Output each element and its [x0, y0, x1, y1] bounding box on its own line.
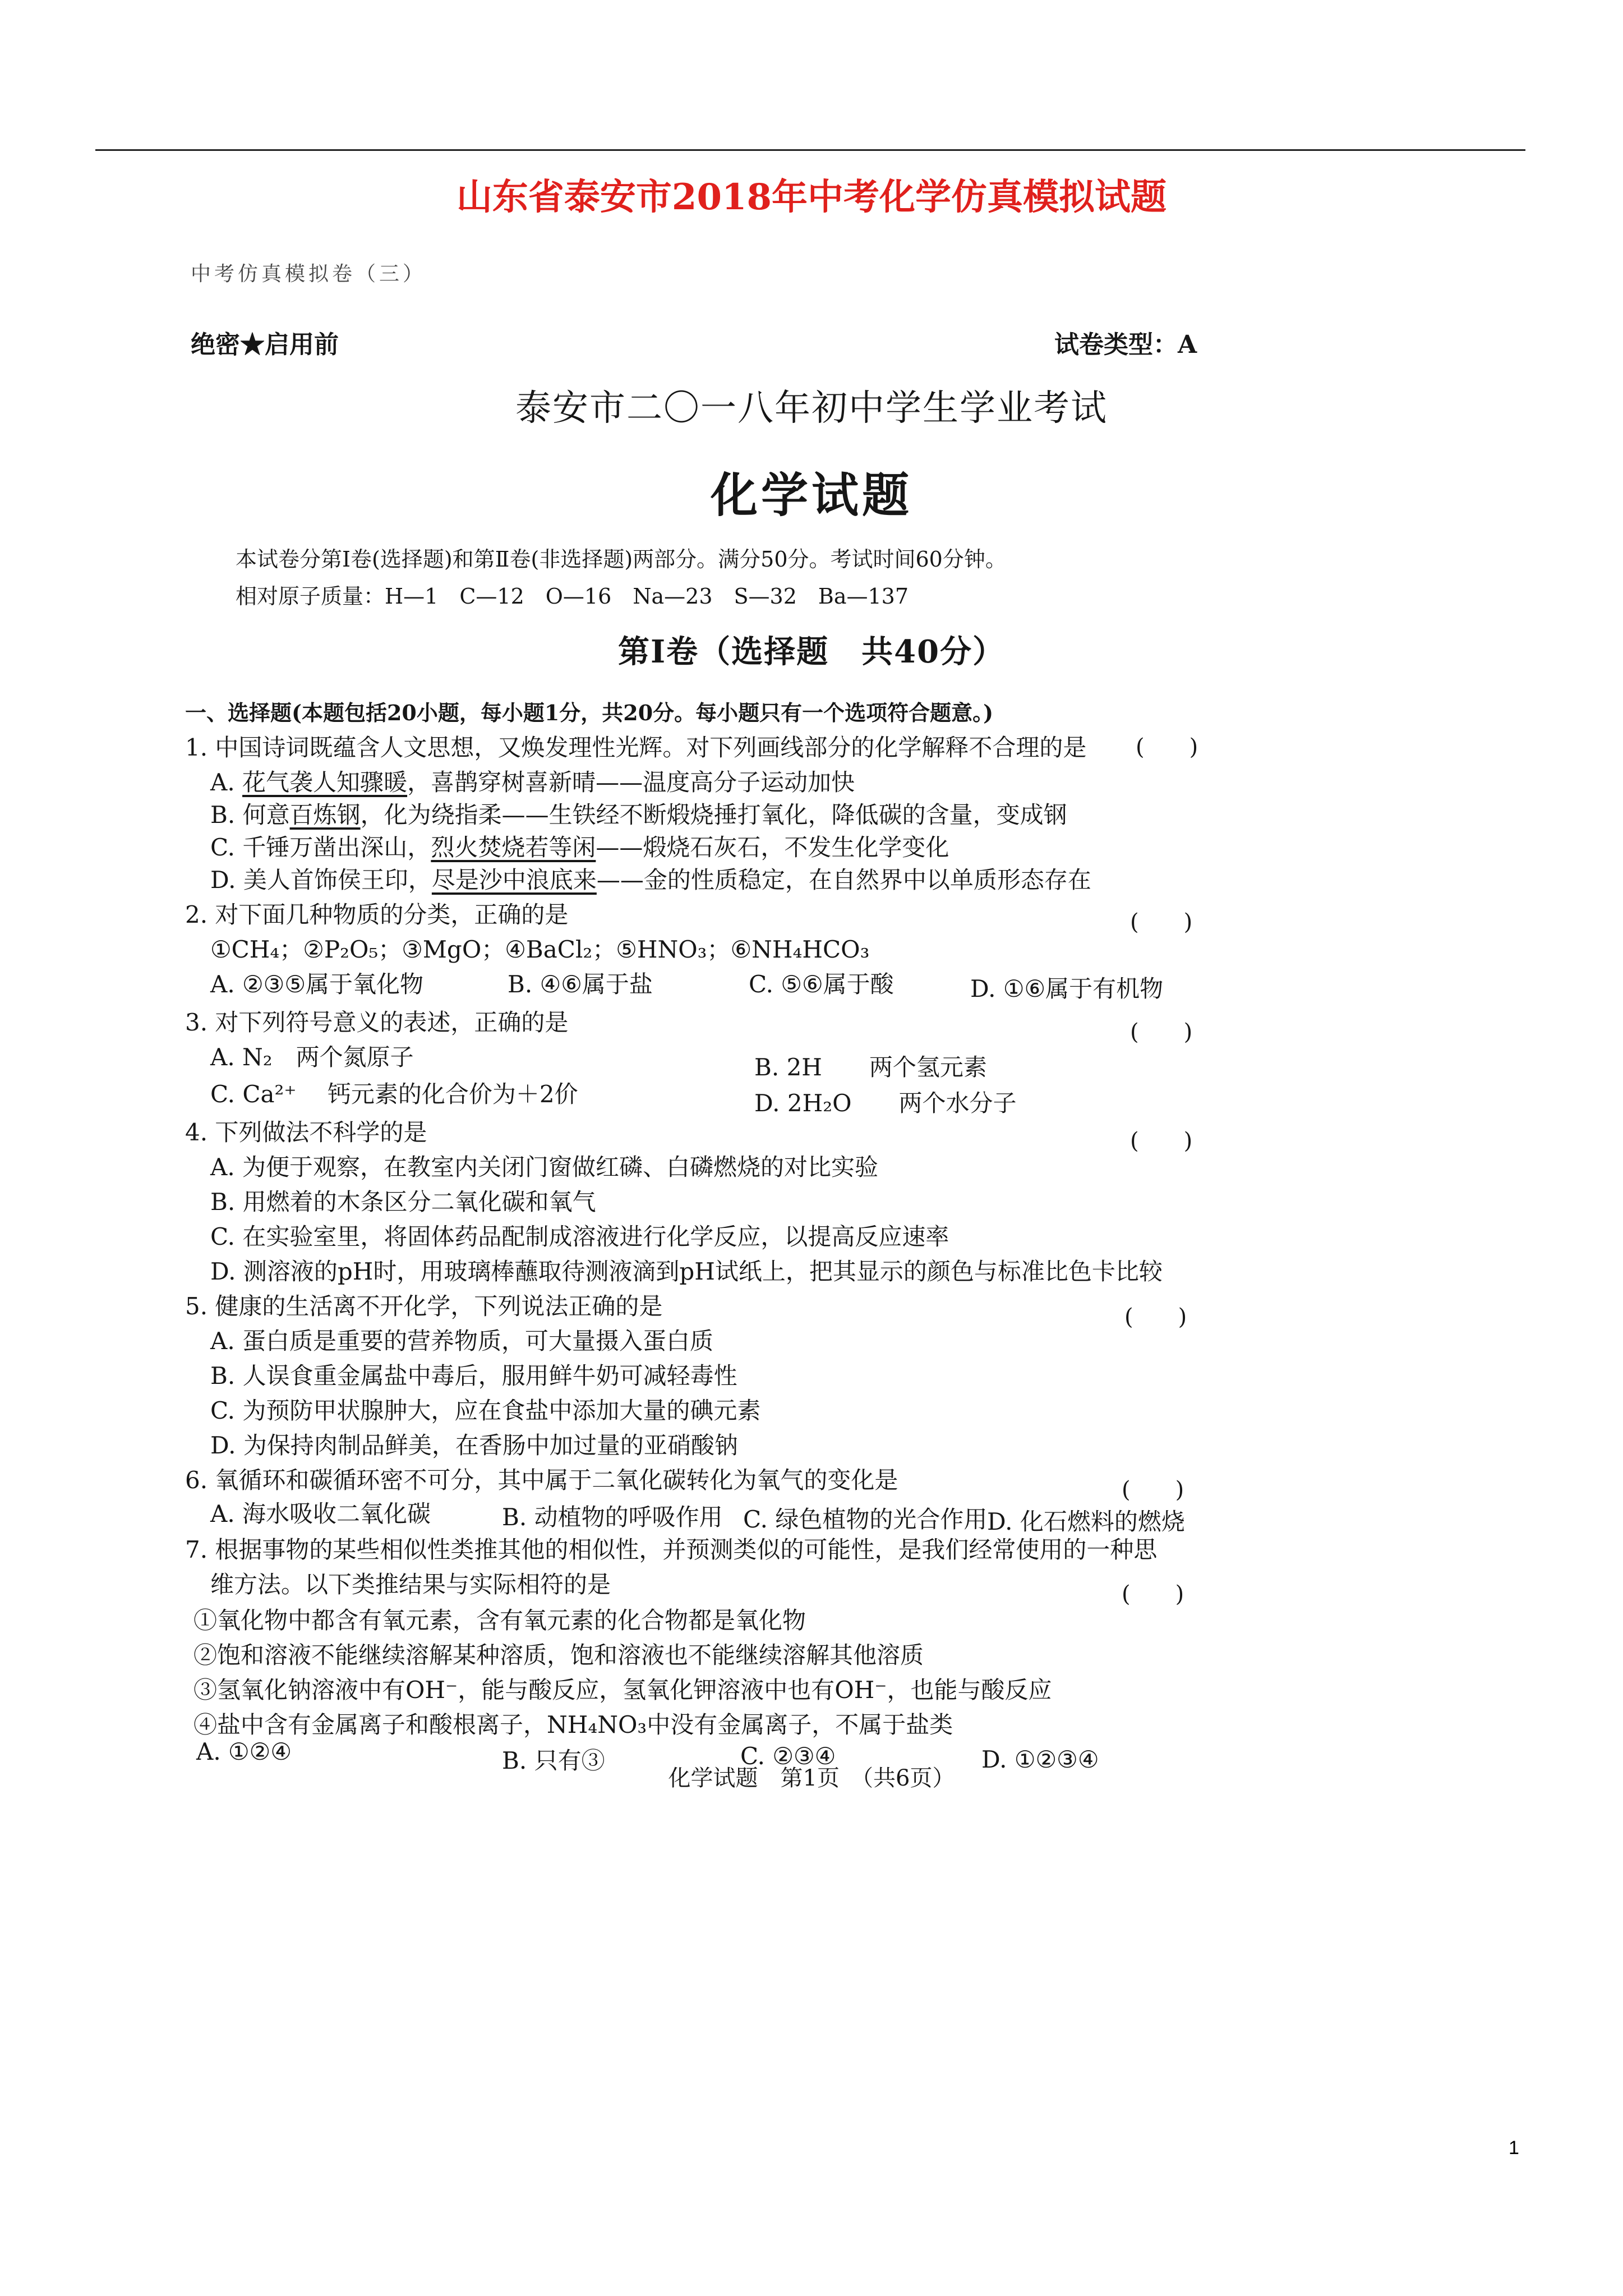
series-label: 中考仿真模拟卷（三）: [191, 263, 427, 286]
question-7-statement-2: ②饱和溶液不能继续溶解某种溶质，饱和溶液也不能继续溶解其他溶质: [193, 1641, 924, 1669]
answer-bracket: ( ): [1130, 909, 1193, 935]
question-1-option-b: B. 何意百炼钢，化为绕指柔——生铁经不断煅烧捶打氧化，降低碳的含量，变成钢: [210, 801, 1067, 829]
question-4-option-d: D. 测溶液的pH时，用玻璃棒蘸取待测液滴到pH试纸上，把其显示的颜色与标准比色卡比较: [210, 1258, 1163, 1285]
question-4-stem: 4. 下列做法不科学的是: [185, 1119, 427, 1146]
question-2-option-d: D. ①⑥属于有机物: [970, 975, 1164, 1002]
question-4-option-c: C. 在实验室里，将固体药品配制成溶液进行化学反应，以提高反应速率: [210, 1223, 949, 1250]
question-2-option-b: B. ④⑥属于盐: [508, 970, 653, 998]
document-title: 山东省泰安市2018年中考化学仿真模拟试题: [456, 176, 1167, 218]
question-5-option-a: A. 蛋白质是重要的营养物质，可大量摄入蛋白质: [210, 1327, 714, 1355]
question-3-option-a: A. N₂ 两个氮原子: [210, 1043, 414, 1071]
question-3-option-d: D. 2H₂O 两个水分子: [754, 1089, 1017, 1117]
header-rule: [95, 149, 1525, 151]
page-number: 1: [1509, 2137, 1519, 2159]
question-3-stem: 3. 对下列符号意义的表述，正确的是: [185, 1009, 569, 1036]
question-7-option-a: A. ①②④: [196, 1738, 292, 1765]
question-7-statement-4: ④盐中含有金属离子和酸根离子，NH₄NO₃中没有金属离子，不属于盐类: [193, 1711, 953, 1738]
question-1-option-c: C. 千锤万凿出深山，烈火焚烧若等闲——煅烧石灰石，不发生化学变化: [210, 834, 949, 861]
answer-bracket: ( ): [1130, 1128, 1193, 1154]
intro-line: 本试卷分第Ⅰ卷(选择题)和第Ⅱ卷(非选择题)两部分。满分50分。考试时间60分钟。: [236, 547, 1007, 572]
question-5-stem: 5. 健康的生活离不开化学，下列说法正确的是: [185, 1292, 663, 1320]
question-6-option-c: C. 绿色植物的光合作用: [743, 1506, 988, 1533]
answer-bracket: ( ): [1130, 1019, 1193, 1045]
question-1-option-a: A. 花气袭人知骤暖，喜鹊穿树喜新晴——温度高分子运动加快: [210, 769, 855, 796]
question-2-items: ①CH₄；②P₂O₅；③MgO；④BaCl₂；⑤HNO₃；⑥NH₄HCO₃: [210, 936, 870, 963]
exam-name: 泰安市二〇一八年初中学生学业考试: [515, 388, 1108, 429]
question-4-option-a: A. 为便于观察，在教室内关闭门窗做红磷、白磷燃烧的对比实验: [210, 1153, 879, 1181]
question-6-stem: 6. 氧循环和碳循环密不可分，其中属于二氧化碳转化为氧气的变化是: [185, 1466, 898, 1494]
paper-type: 试卷类型：A: [1054, 330, 1197, 359]
question-7-stem-continued: 维方法。以下类推结果与实际相符的是: [210, 1571, 611, 1598]
question-6-option-d: D. 化石燃料的燃烧: [987, 1508, 1185, 1535]
section-instruction: 一、选择题(本题包括20小题，每小题1分，共20分。每小题只有一个选项符合题意。): [185, 700, 994, 725]
question-7-option-b: B. 只有③: [502, 1747, 605, 1774]
question-7-statement-1: ①氧化物中都含有氧元素，含有氧元素的化合物都是氧化物: [193, 1607, 806, 1634]
question-7-stem: 7. 根据事物的某些相似性类推其他的相似性，并预测类似的可能性，是我们经常使用的一种思: [185, 1536, 1158, 1563]
atomic-mass-line: 相对原子质量：H—1 C—12 O—16 Na—23 S—32 Ba—137: [236, 584, 909, 609]
question-4-option-b: B. 用燃着的木条区分二氧化碳和氧气: [210, 1188, 596, 1216]
question-7-option-d: D. ①②③④: [981, 1746, 1099, 1773]
secret-label: 绝密★启用前: [191, 330, 339, 359]
subject-title: 化学试题: [710, 467, 912, 523]
question-7-statement-3: ③氢氧化钠溶液中有OH⁻，能与酸反应，氢氧化钾溶液中也有OH⁻，也能与酸反应: [193, 1676, 1052, 1704]
question-2-option-c: C. ⑤⑥属于酸: [749, 970, 894, 998]
question-6-option-b: B. 动植物的呼吸作用: [502, 1503, 723, 1531]
question-1-option-d: D. 美人首饰侯王印，尽是沙中浪底来——金的性质稳定，在自然界中以单质形态存在: [210, 866, 1091, 894]
question-2-stem: 2. 对下面几种物质的分类，正确的是: [185, 901, 569, 928]
question-2-option-a: A. ②③⑤属于氧化物: [210, 970, 423, 998]
question-5-option-d: D. 为保持肉制品鲜美，在香肠中加过量的亚硝酸钠: [210, 1432, 738, 1459]
answer-bracket: ( ): [1122, 1477, 1184, 1503]
question-5-option-c: C. 为预防甲状腺肿大，应在食盐中添加大量的碘元素: [210, 1397, 761, 1424]
page-footer: 化学试题 第1页 （共6页）: [668, 1765, 955, 1791]
answer-bracket: ( ): [1124, 1304, 1187, 1330]
question-7-option-c: C. ②③④: [740, 1742, 836, 1770]
question-3-option-b: B. 2H 两个氢元素: [754, 1053, 987, 1081]
question-5-option-b: B. 人误食重金属盐中毒后，服用鲜牛奶可减轻毒性: [210, 1362, 737, 1389]
answer-bracket: ( ): [1136, 734, 1198, 760]
part-title: 第Ⅰ卷（选择题 共40分）: [617, 633, 1006, 670]
question-6-option-a: A. 海水吸收二氧化碳: [210, 1500, 431, 1527]
answer-bracket: ( ): [1122, 1581, 1184, 1607]
question-1-stem: 1. 中国诗词既蕴含人文思想，又焕发理性光辉。对下列画线部分的化学解释不合理的是: [185, 734, 1087, 761]
question-3-option-c: C. Ca²⁺ 钙元素的化合价为＋2价: [210, 1080, 578, 1108]
